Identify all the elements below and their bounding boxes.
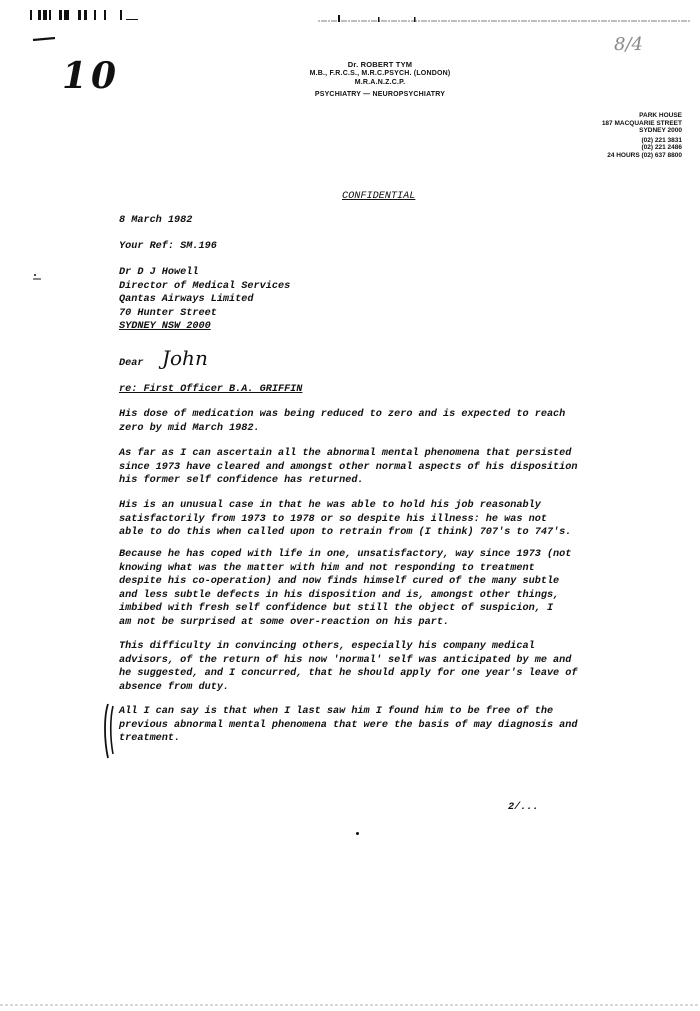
scan-speck: [356, 832, 359, 835]
qualifications-line-2: M.R.A.N.Z.C.P.: [354, 79, 406, 86]
handwritten-top-left-note: 10: [62, 55, 121, 97]
page-continuation: 2/...: [508, 802, 539, 813]
address-city: SYDNEY 2000: [639, 127, 682, 134]
recipient-line: Director of Medical Services: [119, 280, 291, 292]
body-line: knowing what was the matter with him and not responding to treatment: [119, 562, 535, 574]
body-line: since 1973 have cleared and amongst other normal aspects of his disposition: [119, 461, 578, 473]
body-line: imbibed with fresh self confidence but still the object of suspicion, I: [119, 603, 554, 615]
paragraph-1: [119, 408, 565, 435]
paragraph-2: [119, 447, 578, 488]
handwritten-margin-bracket: [102, 702, 118, 760]
body-line: despite his co-operation) and now finds himself cured of the many subtle: [119, 576, 560, 588]
letterhead: [290, 60, 470, 99]
recipient-line: Dr D J Howell: [119, 267, 199, 278]
body-line: absence from duty.: [119, 681, 230, 693]
scan-barcode-marks: [30, 8, 140, 20]
body-line: zero by mid March 1982.: [119, 422, 260, 434]
body-line: His is an unusual case in that he was able to hold his job reasonably: [119, 500, 541, 511]
address-street: 187 MACQUARIE STREET: [601, 119, 682, 127]
margin-mark: [32, 268, 42, 276]
body-line: satisfactorily from 1973 to 1978 or so despite his illness: he was not: [119, 513, 547, 525]
scan-bottom-rule: [0, 993, 700, 995]
salutation-dear: Dear: [119, 358, 144, 369]
letter-date: 8 March 1982: [119, 215, 193, 226]
body-line: and less subtle defects in his disposition and is, amongst other things,: [119, 589, 560, 601]
scan-top-rule: [318, 10, 690, 18]
doctor-name: Dr. ROBERT TYM: [347, 60, 413, 69]
recipient-address: [119, 266, 290, 334]
paragraph-5: [119, 640, 578, 694]
body-line: Because he has coped with life in one, unsatisfactory, way since 1973 (not: [119, 549, 572, 560]
address-phone-2: (02) 221 2486: [641, 144, 682, 151]
address-block: [540, 112, 682, 159]
recipient-line: Qantas Airways Limited: [119, 294, 254, 306]
paragraph-4: [119, 548, 571, 630]
recipient-line: SYDNEY NSW 2000: [119, 321, 211, 333]
paragraph-3: [119, 499, 571, 540]
recipient-line: 70 Hunter Street: [119, 307, 217, 319]
address-phone-24h: 24 HOURS (02) 637 8800: [607, 151, 682, 159]
address-building: PARK HOUSE: [639, 112, 682, 119]
body-line: am not be surprised at some over-reaction on his part.: [119, 616, 450, 628]
scan-dash-mark: [32, 28, 56, 32]
body-line: his former self confidence has returned.: [119, 475, 364, 487]
body-line: This difficulty in convincing others, especially his company medical: [119, 641, 535, 652]
body-line: As far as I can ascertain all the abnormal mental phenomena that persisted: [119, 448, 572, 459]
subject-text: re: First Officer B.A. GRIFFIN: [119, 384, 303, 395]
paragraph-6: [119, 705, 578, 746]
body-line: All I can say is that when I last saw him I found him to be free of the: [119, 706, 554, 717]
subject-line: [119, 383, 302, 397]
body-line: treatment.: [119, 733, 181, 745]
confidential-heading: CONFIDENTIAL: [342, 191, 416, 202]
specialty: PSYCHIATRY — NEUROPSYCHIATRY: [314, 91, 446, 98]
address-phone-1: (02) 221 3831: [641, 136, 682, 144]
body-line: he suggested, and I concurred, that he should apply for one year's leave of: [119, 668, 578, 680]
qualifications-line-1: M.B., F.R.C.S., M.R.C.PSYCH. (LONDON): [309, 70, 451, 77]
body-line: able to do this when called upon to retrain from (I think) 707's to 747's.: [119, 527, 572, 539]
your-reference: Your Ref: SM.196: [119, 241, 217, 252]
body-line: His dose of medication was being reduced to zero and is expected to reach: [119, 409, 566, 420]
handwritten-salutation-name: John: [162, 346, 208, 370]
body-line: advisors, of the return of his now 'normal' self was anticipated by me and: [119, 654, 572, 666]
body-line: previous abnormal mental phenomena that were the basis of may diagnosis and: [119, 719, 578, 731]
handwritten-top-right-note: 8/4: [614, 34, 643, 55]
